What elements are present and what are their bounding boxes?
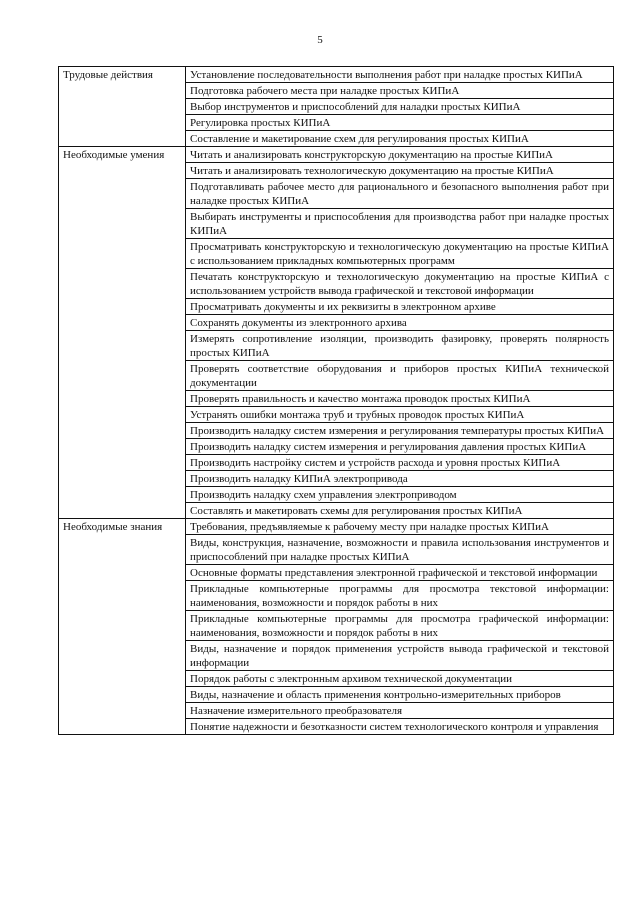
section-item: Проверять правильность и качество монтажа проводок простых КИПиА [186,391,614,407]
section-item: Производить наладку КИПиА электропривода [186,471,614,487]
table-row [59,519,614,535]
section-item: Виды, назначение и область применения контрольно-измерительных приборов [186,687,614,703]
section-item: Читать и анализировать технологическую документацию на простые КИПиА [186,163,614,179]
competency-table [58,66,614,735]
section-item: Основные форматы представления электронной графической и текстовой информации [186,565,614,581]
section-item: Порядок работы с электронным архивом технической документации [186,671,614,687]
section-item: Подготавливать рабочее место для рационального и безопасного выполнения работ при наладке простых КИПиА [186,179,614,209]
section-item: Понятие надежности и безотказности систем технологического контроля и управления [186,719,614,735]
section-item: Прикладные компьютерные программы для просмотра графической информации: наименования, возможности и порядок работы в них [186,611,614,641]
section-item: Виды, конструкция, назначение, возможности и правила использования инструментов и приспособлений при наладке простых КИПиА [186,535,614,565]
section-item: Требования, предъявляемые к рабочему месту при наладке простых КИПиА [186,519,614,535]
section-item: Читать и анализировать конструкторскую документацию на простые КИПиА [186,147,614,163]
section-item: Выбирать инструменты и приспособления для производства работ при наладке простых КИПиА [186,209,614,239]
competency-table-body [59,67,614,735]
section-item: Виды, назначение и порядок применения устройств вывода графической и текстовой информации [186,641,614,671]
section-item: Производить наладку систем измерения и регулирования давления простых КИПиА [186,439,614,455]
section-item: Измерять сопротивление изоляции, производить фазировку, проверять полярность простых КИПиА [186,331,614,361]
section-item: Просматривать документы и их реквизиты в электронном архиве [186,299,614,315]
section-item: Подготовка рабочего места при наладке простых КИПиА [186,83,614,99]
section-item: Производить наладку систем измерения и регулирования температуры простых КИПиА [186,423,614,439]
section-item: Производить настройку систем и устройств расхода и уровня простых КИПиА [186,455,614,471]
section-item: Проверять соответствие оборудования и приборов простых КИПиА технической документации [186,361,614,391]
section-item: Установление последовательности выполнения работ при наладке простых КИПиА [186,67,614,83]
table-row [59,147,614,163]
section-item: Составление и макетирование схем для регулирования простых КИПиА [186,131,614,147]
section-label: Трудовые действия [59,67,186,147]
section-item: Регулировка простых КИПиА [186,115,614,131]
section-item: Составлять и макетировать схемы для регулирования простых КИПиА [186,503,614,519]
section-label: Необходимые знания [59,519,186,735]
section-item: Прикладные компьютерные программы для просмотра текстовой информации: наименования, возможности и порядок работы в них [186,581,614,611]
section-item: Сохранять документы из электронного архива [186,315,614,331]
page-number: 5 [317,34,323,46]
table-row [59,67,614,83]
section-item: Назначение измерительного преобразователя [186,703,614,719]
section-item: Просматривать конструкторскую и технологическую документацию на простые КИПиА с использованием прикладных компьютерных программ [186,239,614,269]
section-item: Устранять ошибки монтажа труб и трубных проводок простых КИПиА [186,407,614,423]
section-item: Производить наладку схем управления электроприводом [186,487,614,503]
section-label: Необходимые умения [59,147,186,519]
section-item: Печатать конструкторскую и технологическую документацию на простые КИПиА с использованием устройств вывода графической и текстовой информации [186,269,614,299]
section-item: Выбор инструментов и приспособлений для наладки простых КИПиА [186,99,614,115]
